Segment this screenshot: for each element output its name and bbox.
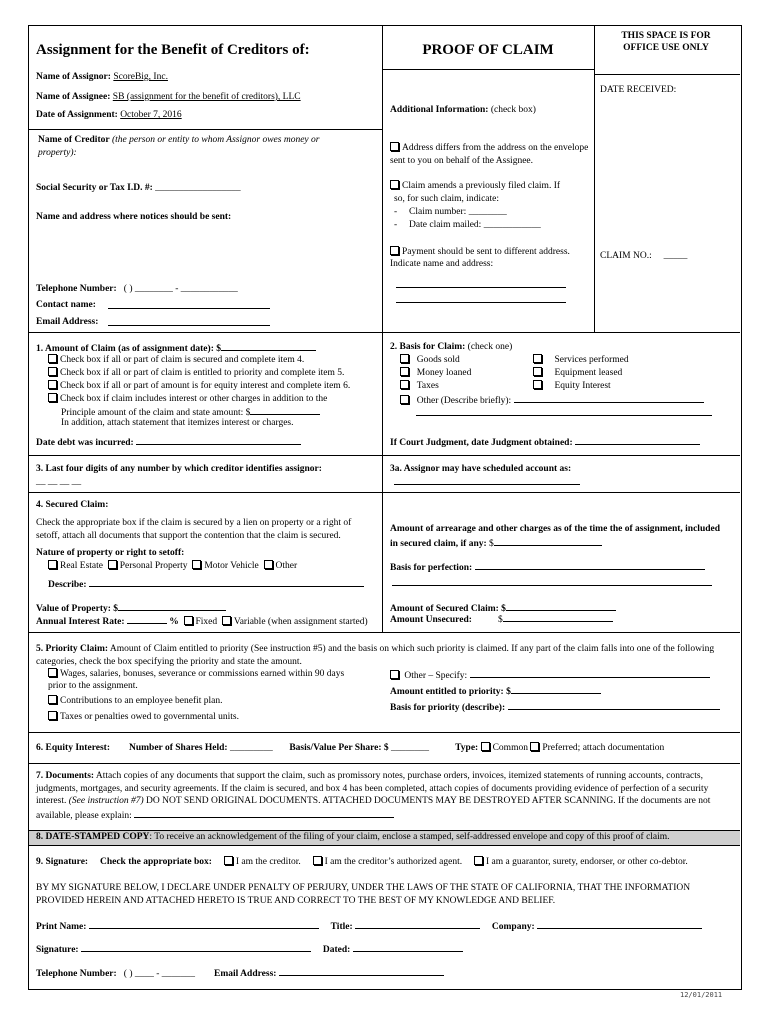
section8-text: 8. DATE-STAMPED COPY: To receive an acknowledgement of the filing of your claim, enclose a stamped, self-addressed envelope and copy of this proof of claim.	[36, 832, 670, 842]
equity-option[interactable]: Equity Interest	[533, 380, 611, 393]
goods-sold-checkbox[interactable]	[400, 354, 409, 363]
proof-of-claim-title: PROOF OF CLAIM	[422, 42, 554, 58]
other-priority-checkbox[interactable]	[390, 670, 399, 679]
other-property-checkbox[interactable]	[264, 560, 273, 569]
divider	[28, 129, 382, 130]
motor-vehicle-checkbox[interactable]	[192, 560, 201, 569]
divider	[28, 332, 740, 333]
contributions-option[interactable]: Contributions to an employee benefit plan.	[48, 695, 223, 708]
equity-check[interactable]: Check box if all or part of amount is for equity interest and complete item 6.	[48, 380, 350, 393]
property-value-field[interactable]	[118, 601, 226, 611]
assignor-value: ScoreBig, Inc.	[113, 72, 168, 82]
creditor-checkbox[interactable]	[224, 856, 233, 865]
assignment-date-row: Date of Assignment: October 7, 2016	[36, 110, 182, 120]
title-field[interactable]	[355, 919, 480, 929]
shares-field[interactable]: _________	[229, 743, 273, 753]
other-basis-field-2[interactable]	[416, 415, 712, 416]
other-basis-checkbox[interactable]	[400, 395, 409, 404]
explain-field[interactable]	[134, 808, 394, 818]
taxes-checkbox[interactable]	[400, 380, 409, 389]
divider	[382, 492, 383, 632]
money-loaned-option[interactable]: Money loaned	[400, 367, 471, 380]
amends-claim-checkbox[interactable]	[390, 180, 399, 189]
claim-no-label: CLAIM NO.: _____	[600, 251, 688, 261]
scheduled-account-field[interactable]	[394, 484, 580, 485]
signer-email-field[interactable]	[279, 966, 444, 976]
arrearage-label[interactable]: Amount of arrearage and other charges as of the time the of assignment, included in secured claim, if any: $	[390, 524, 721, 549]
claim-amount-field[interactable]	[221, 341, 316, 351]
unsecured-amount-row[interactable]: Amount Unsecured: $	[390, 612, 613, 627]
property-value-row[interactable]: Value of Property: $	[36, 601, 226, 616]
services-checkbox[interactable]	[533, 354, 542, 363]
signature-options[interactable]: 9. Signature: Check the appropriate box: I am the creditor. I am the creditor’s authorized agent. I am a guarantor, surety, endorser, or other co-debtor.	[36, 857, 688, 867]
perjury-declaration: BY MY SIGNATURE BELOW, I DECLARE UNDER PENALTY OF PERJURY, UNDER THE LAWS OF THE STATE OF CALIFORNIA, THAT THE INFORMATION PROVIDED HEREIN AND ATTACHED HERETO IS TRUE AND CORRECT TO THE BEST OF MY KNOWLEDGE AND BELIEF.	[36, 883, 691, 906]
secured-desc: Check the appropriate box if the claim is secured by a lien on property or a right of setoff, attach all documents that support the contention that the claim is secured.	[36, 518, 352, 541]
section2-title: 2. Basis for Claim: (check one)	[390, 342, 513, 352]
last-four-digits[interactable]: __ __ __ __	[36, 477, 82, 487]
other-priority-option[interactable]: Other – Specify:	[390, 668, 710, 683]
section3-title: 3. Last four digits of any number by which creditor identifies assignor:	[36, 464, 322, 474]
section6-row[interactable]: 6. Equity Interest: Number of Shares Held: _________ Basis/Value Per Share: $ ________ Type: Common Preferred; attach documentation	[36, 743, 665, 753]
payment-address-field[interactable]	[396, 302, 566, 303]
priority-amount-field[interactable]	[511, 684, 601, 694]
assignment-date-value: October 7, 2016	[120, 110, 182, 120]
divider	[382, 69, 594, 70]
services-option[interactable]: Services performed	[533, 354, 629, 367]
contact-name-label: Contact name:	[36, 300, 96, 310]
equipment-checkbox[interactable]	[533, 367, 542, 376]
wages-checkbox[interactable]	[48, 668, 57, 677]
judgment-date-row[interactable]: If Court Judgment, date Judgment obtained:	[390, 435, 700, 450]
describe-field[interactable]	[89, 577, 364, 587]
wages-option[interactable]: Wages, salaries, bonuses, severance or commissions earned within 90 days	[48, 668, 344, 681]
date-received-label: DATE RECEIVED:	[600, 85, 677, 95]
assignment-title: Assignment for the Benefit of Creditors of:	[36, 42, 310, 58]
payment-address-line2: Indicate name and address:	[390, 259, 494, 269]
office-use-label: THIS SPACE IS FOR OFFICE USE ONLY	[621, 31, 711, 53]
judgment-date-field[interactable]	[575, 435, 700, 445]
nature-label: Nature of property or right to setoff:	[36, 548, 185, 558]
goods-sold-option[interactable]: Goods sold	[400, 354, 460, 367]
divider	[28, 455, 740, 456]
signature-field[interactable]	[81, 942, 311, 952]
secured-check[interactable]: Check box if all or part of claim is secured and complete item 4.	[48, 354, 304, 367]
perfection-field[interactable]	[475, 560, 705, 570]
tax-penalties-checkbox[interactable]	[48, 711, 57, 720]
agent-checkbox[interactable]	[313, 856, 322, 865]
priority-basis-row[interactable]: Basis for priority (describe):	[390, 700, 720, 715]
perfection-row[interactable]: Basis for perfection:	[390, 560, 705, 575]
unsecured-amount-field[interactable]	[503, 612, 613, 622]
divider	[382, 25, 383, 332]
interest-checkbox[interactable]	[48, 393, 57, 402]
contributions-checkbox[interactable]	[48, 695, 57, 704]
divider	[28, 492, 740, 493]
notice-address-label: Name and address where notices should be sent:	[36, 212, 232, 222]
claim-number-row[interactable]: - Claim number: ________	[394, 207, 507, 217]
guarantor-checkbox[interactable]	[474, 856, 483, 865]
other-priority-field[interactable]	[470, 668, 710, 678]
real-estate-checkbox[interactable]	[48, 560, 57, 569]
debt-date-field[interactable]	[136, 435, 301, 445]
payment-address-option[interactable]: Payment should be sent to different address.	[390, 246, 570, 259]
dated-field[interactable]	[353, 942, 463, 952]
wages-line2: prior to the assignment.	[48, 681, 138, 691]
common-checkbox[interactable]	[481, 742, 490, 751]
address-differs-checkbox[interactable]	[390, 142, 399, 151]
property-types[interactable]: Real Estate Personal Property Motor Vehicle Other	[48, 560, 297, 573]
email-label: Email Address:	[36, 317, 99, 327]
describe-row[interactable]: Describe:	[48, 577, 364, 592]
company-field[interactable]	[537, 919, 702, 929]
divider	[594, 74, 740, 75]
creditor-name-label: Name of Creditor (the person or entity to whom Assignor owes money or property):	[38, 135, 320, 158]
priority-checkbox[interactable]	[48, 367, 57, 376]
payment-address-field[interactable]	[396, 287, 566, 288]
divider	[382, 332, 383, 455]
secured-amount-field[interactable]	[506, 601, 616, 611]
personal-property-checkbox[interactable]	[108, 560, 117, 569]
date-mailed-row[interactable]: - Date claim mailed: ____________	[394, 220, 541, 230]
phone-row[interactable]: Telephone Number: ( ) ________ - ____________	[36, 284, 238, 294]
contact-name-field[interactable]	[108, 308, 270, 309]
interest-check[interactable]: Check box if claim includes interest or other charges in addition to the	[48, 393, 327, 406]
payment-address-checkbox[interactable]	[390, 246, 399, 255]
ssn-row[interactable]: Social Security or Tax I.D. #: __________________	[36, 183, 241, 193]
equity-checkbox[interactable]	[48, 380, 57, 389]
fixed-rate-checkbox[interactable]	[184, 616, 193, 625]
secured-checkbox[interactable]	[48, 354, 57, 363]
amends-claim-line2: so, for such claim, indicate:	[394, 194, 499, 204]
assignee-row: Name of Assignee: SB (assignment for the benefit of creditors), LLC	[36, 92, 301, 102]
section1-title[interactable]: 1. Amount of Claim (as of assignment date): $	[36, 341, 316, 356]
section3a-title: 3a. Assignor may have scheduled account as:	[390, 464, 572, 474]
secured-amount-row[interactable]: Amount of Secured Claim: $	[390, 601, 616, 616]
section5-text: 5. Priority Claim: Amount of Claim entitled to priority (See instruction #5) and the basis on which such priority is claimed. If any part of the claim falls into one of the following categories, check the box specifying the priority and state the amount.	[36, 644, 715, 667]
equipment-option[interactable]: Equipment leased	[533, 367, 622, 380]
perfection-field-2[interactable]	[392, 585, 712, 586]
tax-penalties-option[interactable]: Taxes or penalties owed to governmental units.	[48, 711, 239, 724]
other-option[interactable]: Other (Describe briefly):	[400, 393, 704, 408]
priority-amount-row[interactable]: Amount entitled to priority: $	[390, 684, 601, 699]
divider	[594, 25, 595, 332]
debt-date-row[interactable]: Date debt was incurred:	[36, 435, 301, 450]
priority-basis-field[interactable]	[508, 700, 720, 710]
priority-check[interactable]: Check box if all or part of claim is entitled to priority and complete item 5.	[48, 367, 344, 380]
assignor-row: Name of Assignor: ScoreBig, Inc.	[36, 72, 168, 82]
additional-info-label: Additional Information: (check box)	[390, 105, 536, 115]
section7-text: 7. Documents: Attach copies of any documents that support the claim, such as promissory notes, purchase orders, invoices, itemized statements of running accounts, contracts, judgments, mortgages, and security agreements. If the claim is secured, and box 4 has been completed, attach copies of documents providing evidence of perfection of a security interest. (See instruction #7) DO NOT SEND ORIGINAL DOCUMENTS. ATTACHED DOCUMENTS MAY BE DESTROYED AFTER SCANNING. If the documents are not available, please explain:	[36, 771, 711, 821]
assignee-value: SB (assignment for the benefit of creditors), LLC	[112, 92, 301, 102]
divider	[382, 455, 383, 492]
amends-claim-option[interactable]: Claim amends a previously filed claim. If	[390, 180, 560, 193]
share-value-field[interactable]: ________	[391, 743, 430, 753]
variable-rate-checkbox[interactable]	[222, 616, 231, 625]
email-field[interactable]	[108, 325, 270, 326]
divider	[28, 732, 740, 733]
arrearage-field[interactable]	[494, 536, 602, 546]
equity-interest-checkbox[interactable]	[533, 380, 542, 389]
signature-row[interactable]: Signature: Dated:	[36, 942, 463, 957]
print-name-row[interactable]: Print Name: Title: Company:	[36, 919, 702, 934]
section4-title: 4. Secured Claim:	[36, 500, 109, 510]
signer-phone-row[interactable]: Telephone Number: ( ) ____ - _______ Email Address:	[36, 966, 444, 981]
interest-rate-field[interactable]	[127, 614, 167, 624]
print-name-field[interactable]	[89, 919, 319, 929]
itemize-note: In addition, attach statement that itemizes interest or charges.	[61, 418, 294, 428]
taxes-option[interactable]: Taxes	[400, 380, 439, 393]
address-differs-option[interactable]: Address differs from the address on the envelope sent to you on behalf of the Assignee.	[390, 143, 589, 166]
interest-rate-row[interactable]: Annual Interest Rate: % Fixed Variable (when assignment started)	[36, 614, 368, 629]
form-revision-code: 12/01/2011	[680, 991, 723, 999]
principal-amount-row[interactable]: Principle amount of the claim and state amount: $	[61, 405, 320, 420]
principal-amount-field[interactable]	[250, 405, 320, 415]
preferred-checkbox[interactable]	[530, 742, 539, 751]
other-basis-field[interactable]	[514, 393, 704, 403]
money-loaned-checkbox[interactable]	[400, 367, 409, 376]
divider	[28, 763, 740, 764]
divider	[28, 632, 740, 633]
